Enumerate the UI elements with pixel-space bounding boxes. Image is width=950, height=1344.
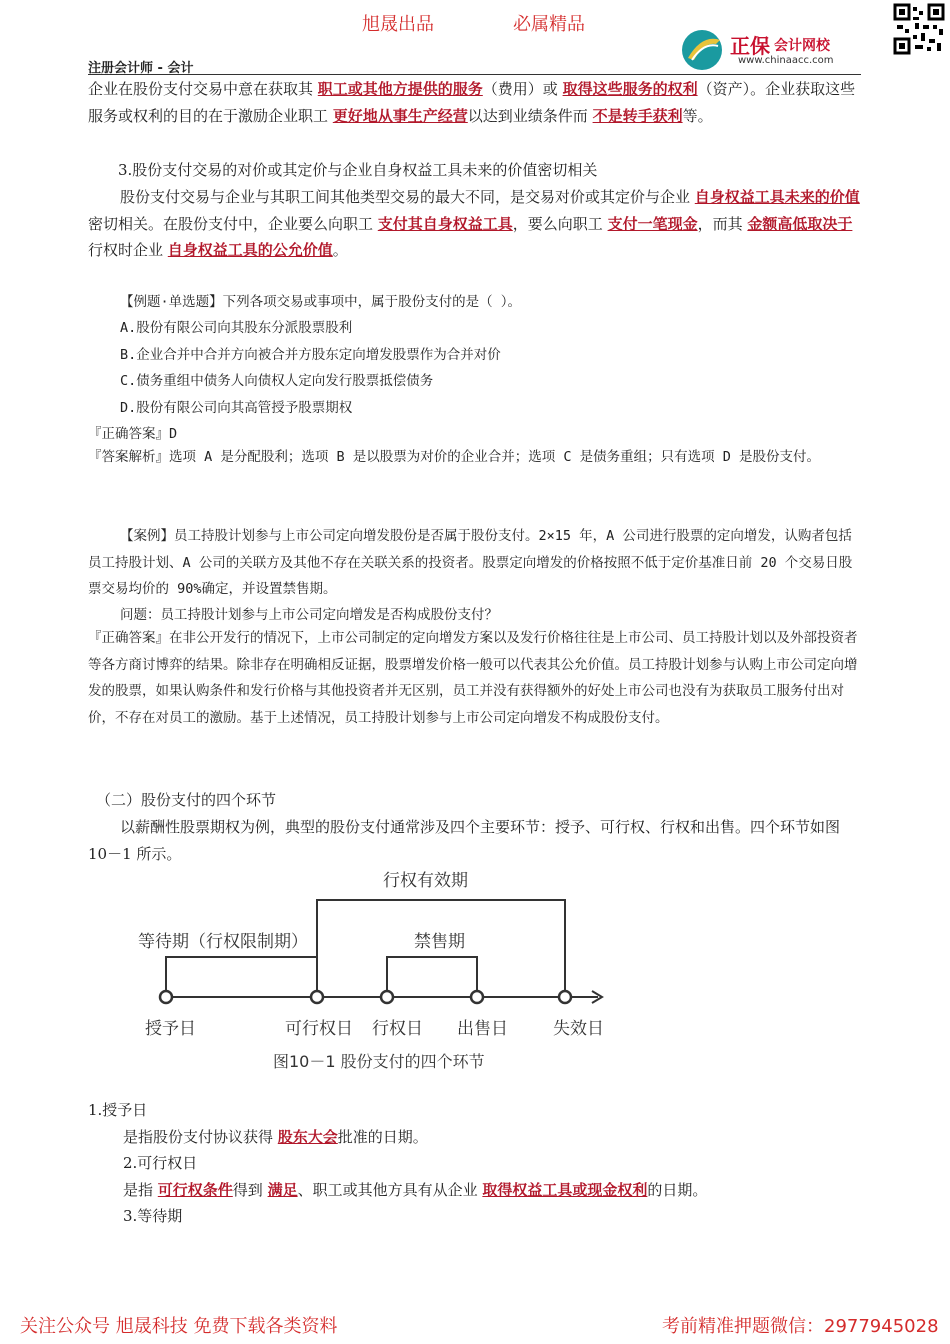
key-phrase: 取得权益工具或现金权利	[482, 1181, 648, 1199]
brand-left: 旭晟出品	[362, 14, 434, 35]
figure-caption: 图10－1 股份支付的四个环节	[273, 1052, 485, 1071]
course-title: 注册会计师 - 会计	[88, 61, 194, 76]
key-phrase: 自身权益工具的公允价值	[167, 241, 333, 259]
case-question: 问题：员工持股计划参与上市公司定向增发是否构成股份支付？	[120, 607, 498, 623]
key-phrase: 取得这些服务的权利	[562, 80, 698, 98]
label-valid-period: 行权有效期	[383, 871, 468, 891]
key-phrase: 可行权条件	[157, 1181, 233, 1199]
case-body: 【案例】员工持股计划参与上市公司定向增发股份是否属于股份支付。2×15 年，A 公司进行股票的定向增发，认购者包括员工持股计划、A 公司的关联方及其他不存在关联关系的投资者。股票定向增发的价格按照不低于定价基准日前 20 个交易日股票交易均价的 90%确定，并设置禁售期。	[88, 528, 853, 597]
def-2-body: 是指 可行权条件得到 满足、职工或其他方具有从企业 取得权益工具或现金权利的日期。	[123, 1181, 708, 1199]
point-exercise-date: 行权日	[372, 1019, 423, 1039]
key-phrase: 股东大会	[277, 1128, 338, 1146]
subheading-3: 3.股份支付交易的对价或其定价与企业自身权益工具未来的价值密切相关	[118, 161, 598, 179]
brand-right: 必属精品	[513, 14, 585, 35]
option-d: D.股份有限公司向其高管授予股票期权	[120, 400, 353, 416]
point-vest-date: 可行权日	[285, 1019, 353, 1039]
section-title: （二）股份支付的四个环节	[96, 791, 277, 809]
logo-name: 正保	[730, 34, 770, 58]
def-3-title: 3.等待期	[123, 1207, 183, 1225]
logo-url: www.chinaacc.com	[738, 55, 834, 66]
option-c: C.债务重组中债务人向债权人定向发行股票抵偿债务	[120, 373, 434, 389]
waiting-period-bracket	[166, 957, 317, 997]
point-grant-date: 授予日	[145, 1019, 196, 1039]
example-question: 【例题·单选题】下列各项交易或事项中，属于股份支付的是（ ）。	[120, 294, 522, 310]
section-intro: 以薪酬性股票期权为例，典型的股份支付通常涉及四个主要环节：授予、可行权、行权和出售。四个环节如图 10－1 所示。	[88, 818, 841, 863]
example-analysis: 『答案解析』选项 A 是分配股利；选项 B 是以股票为对价的企业合并；选项 C 是债务重组；只有选项 D 是股份支付。	[88, 449, 821, 465]
key-phrase: 自身权益工具未来的价值	[694, 188, 860, 206]
option-b: B.企业合并中合并方向被合并方股东定向增发股票作为合并对价	[120, 347, 501, 363]
example-answer: 『正确答案』D	[88, 426, 178, 442]
node-sale	[471, 991, 483, 1003]
header-rule	[88, 74, 861, 75]
key-phrase: 支付其自身权益工具	[377, 214, 513, 233]
def-1-body: 是指股份支付协议获得 股东大会批准的日期。	[123, 1128, 428, 1146]
logo-school: 会计网校	[774, 38, 830, 54]
footer-left: 关注公众号 旭晟科技 免费下载各类资料	[20, 1316, 338, 1337]
key-phrase: 不是转手获利	[592, 106, 683, 125]
lockup-period-bracket	[387, 957, 477, 997]
label-lockup-period: 禁售期	[414, 932, 465, 952]
logo	[680, 28, 860, 72]
key-phrase: 满足	[267, 1181, 298, 1199]
case-answer: 『正确答案』在非公开发行的情况下，上市公司制定的定向增发方案以及发行价格往往是上市公司、员工持股计划以及外部投资者等各方商讨博弈的结果。除非存在明确相反证据，股票增发价格一般可以代表其公允价值。员工持股计划参与认购上市公司定向增发的股票，如果认购条件和发行价格与其他投资者并无区别，员工并没有获得额外的好处上市公司也没有为获取员工服务付出对价，不存在对员工的激励。基于上述情况，员工持股计划参与上市公司定向增发不构成股份支付。	[88, 630, 858, 726]
node-expire	[559, 991, 571, 1003]
key-phrase: 职工或其他方提供的服务	[317, 80, 483, 98]
key-phrase: 更好地从事生产经营	[332, 106, 468, 125]
book-swoosh-logo	[680, 28, 728, 72]
intro-paragraph-1: 企业在股份支付交易中意在获取其 职工或其他方提供的服务（费用）或 取得这些服务的权利（资产）。企业获取这些服务或权利的目的在于激励企业职工 更好地从事生产经营以达到业绩条件而 不是转手获利等。	[88, 80, 856, 125]
node-vest	[311, 991, 323, 1003]
option-a: A.股份有限公司向其股东分派股票股利	[120, 320, 353, 336]
intro-paragraph-3: 股份支付交易与企业与其职工间其他类型交易的最大不同，是交易对价或其定价与企业 自身权益工具未来的价值密切相关。在股份支付中，企业要么向职工 支付其自身权益工具，要么向职工 支付一笔现金，而其 金额高低取决于行权时企业 自身权益工具的公允价值。	[88, 188, 860, 259]
node-grant	[160, 991, 172, 1003]
point-expire-date: 失效日	[553, 1019, 604, 1039]
stock-option-timeline-diagram	[0, 860, 950, 1080]
point-sale-date: 出售日	[457, 1019, 508, 1039]
def-1-title: 1.授予日	[88, 1101, 148, 1119]
node-exercise	[381, 991, 393, 1003]
key-phrase: 金额高低取决于	[747, 214, 853, 233]
def-2-title: 2.可行权日	[123, 1154, 198, 1172]
key-phrase: 支付一笔现金	[607, 214, 698, 233]
label-waiting-period: 等待期（行权限制期）	[138, 932, 308, 952]
footer-right: 考前精准押题微信：2977945028	[662, 1316, 939, 1337]
qr-code-icon	[893, 3, 945, 55]
